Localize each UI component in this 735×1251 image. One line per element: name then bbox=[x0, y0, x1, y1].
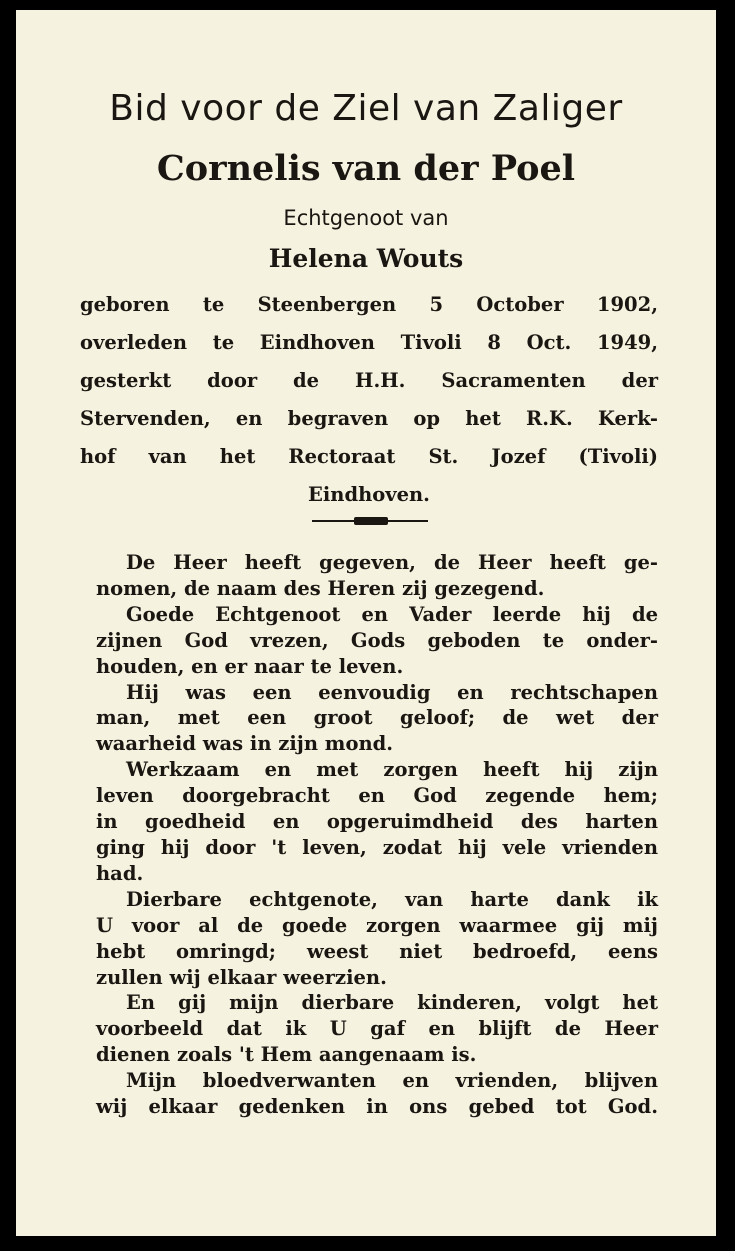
text-line: hebt omringd; weest niet bedroefd, eens bbox=[96, 939, 658, 963]
text-line: Goede Echtgenoot en Vader leerde hij de bbox=[126, 602, 658, 626]
text-line: wij elkaar gedenken in ons gebed tot God. bbox=[96, 1095, 658, 1119]
biography-block bbox=[80, 286, 658, 514]
text-line: Werkzaam en met zorgen heeft hij zijn bbox=[126, 758, 658, 782]
text-line: Mijn bloedverwanten en vrienden, blijven bbox=[126, 1069, 658, 1093]
text-line: Dierbare echtgenote, van harte dank ik bbox=[126, 887, 658, 911]
text-line: En gij mijn dierbare kinderen, volgt het bbox=[126, 991, 658, 1015]
bio-line: overleden te Eindhoven Tivoli 8 Oct. 1949, bbox=[80, 331, 658, 354]
bio-line: Eindhoven. bbox=[308, 483, 430, 506]
bio-line: hof van het Rectoraat St. Jozef (Tivoli) bbox=[80, 445, 658, 468]
text-line: man, met een groot geloof; de wet der bbox=[96, 706, 658, 730]
deceased-name: Cornelis van der Poel bbox=[156, 148, 576, 189]
text-line: Hij was een eenvoudig en rechtschapen bbox=[126, 680, 658, 704]
text-line: dienen zoals 't Hem aangenaam is. bbox=[96, 1043, 477, 1067]
text-line: zullen wij elkaar weerzien. bbox=[96, 965, 387, 989]
ornamental-divider-center bbox=[354, 517, 388, 525]
text-line: in goedheid en opgeruimdheid des harten bbox=[96, 810, 658, 834]
text-line: ging hij door 't leven, zodat hij vele vrienden bbox=[96, 835, 658, 859]
invocation-heading: Bid voor de Ziel van Zaliger bbox=[109, 88, 623, 129]
text-line: U voor al de goede zorgen waarmee gij mij bbox=[96, 913, 658, 937]
memorial-card bbox=[16, 10, 716, 1236]
spouse-label: Echtgenoot van bbox=[283, 206, 449, 230]
bio-line: gesterkt door de H.H. Sacramenten der bbox=[80, 369, 658, 392]
text-line: De Heer heeft gegeven, de Heer heeft ge- bbox=[126, 551, 658, 574]
text-line: had. bbox=[96, 861, 144, 885]
spouse-name: Helena Wouts bbox=[268, 244, 464, 273]
text-line: leven doorgebracht en God zegende hem; bbox=[96, 784, 658, 808]
bio-line: geboren te Steenbergen 5 October 1902, bbox=[80, 293, 658, 316]
text-line: nomen, de naam des Heren zij gezegend. bbox=[96, 576, 545, 600]
text-line: zijnen God vrezen, Gods geboden te onder- bbox=[96, 628, 658, 652]
text-line: voorbeeld dat ik U gaf en blijft de Heer bbox=[96, 1017, 658, 1041]
text-line: waarheid was in zijn mond. bbox=[96, 732, 394, 756]
bio-line: Stervenden, en begraven op het R.K. Kerk- bbox=[80, 407, 658, 430]
text-line: houden, en er naar te leven. bbox=[96, 654, 404, 678]
memorial-text bbox=[96, 550, 658, 1120]
